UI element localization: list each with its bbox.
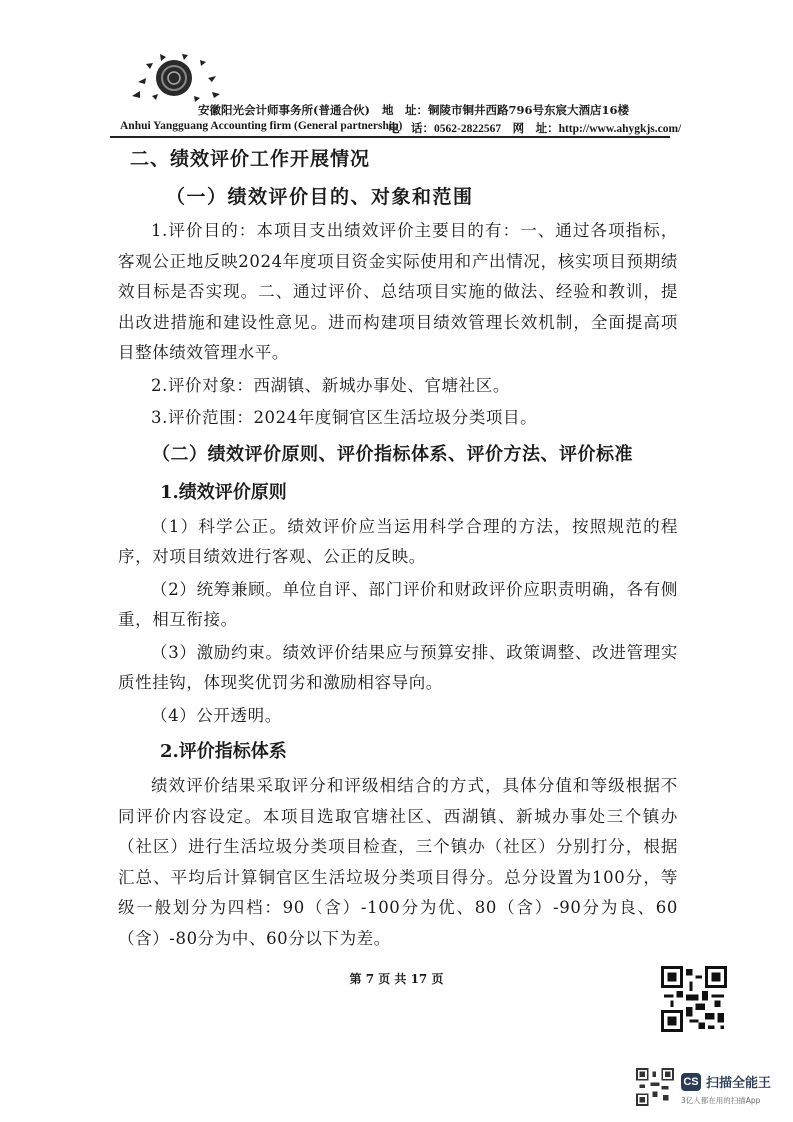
document-body xyxy=(118,140,678,954)
scanner-app-name: 扫描全能王 xyxy=(706,1076,772,1091)
section-heading-2: 二、绩效评价工作开展情况 xyxy=(130,148,371,170)
heading-principles: 1.绩效评价原则 xyxy=(160,481,287,503)
paragraph-principle-4: （4）公开透明。 xyxy=(151,705,282,725)
paragraph-principle-1: （1）科学公正。绩效评价应当运用科学合理的方法，按照规范的程序，对项目绩效进行客观、公正的反映。 xyxy=(118,516,678,566)
page-number: 第 7 页 共 17 页 xyxy=(349,972,444,986)
letterhead xyxy=(110,50,682,135)
paragraph-principle-2: （2）统筹兼顾。单位自评、部门评价和财政评价应职责明确，各有侧重，相互衔接。 xyxy=(118,579,678,629)
header-divider xyxy=(110,136,670,138)
firm-contact: 电 话：0562-2822567 网 址：http://www.ahygkjs.com/ xyxy=(388,123,682,135)
qr-code-icon xyxy=(661,966,727,1032)
paragraph-scope: 3.评价范围：2024年度铜官区生活垃圾分类项目。 xyxy=(151,408,538,427)
paragraph-object: 2.评价对象：西湖镇、新城办事处、官塘社区。 xyxy=(151,375,510,395)
heading-index-system: 2.评价指标体系 xyxy=(160,741,287,762)
paragraph-purpose: 1.评价目的：本项目支出绩效评价主要目的有：一、通过各项指标，客观公正地反映2024年度项目资金实际使用和产出情况，核实项目预期绩效目标是否实现。二、通过评价、总结项目实施的做法、经验和教训，提出改进措施和建设性意见。进而构建项目绩效管理长效机制，全面提高项目整体绩效管理水平。 xyxy=(118,221,678,362)
scanner-app-tagline: 3亿人都在用的扫描App xyxy=(681,1096,761,1105)
firm-name-cn: 安徽阳光会计师事务所(普通合伙) xyxy=(198,103,370,117)
subsection-heading-purpose: （一）绩效评价目的、对象和范围 xyxy=(166,186,474,208)
camscanner-logo-icon: CS xyxy=(681,1073,701,1091)
firm-address: 地 址：铜陵市铜井西路796号东宸大酒店16楼 xyxy=(382,103,630,117)
firm-name-en: Anhui Yangguang Accounting firm (General partnership) xyxy=(120,120,403,132)
firm-logo-icon xyxy=(118,52,228,108)
paragraph-principle-3: （3）激励约束。绩效评价结果应与预算安排、政策调整、改进管理实质性挂钩，体现奖优罚劣和激励相容导向。 xyxy=(118,642,678,692)
paragraph-index-system: 绩效评价结果采取评分和评级相结合的方式，具体分值和等级根据不同评价内容设定。本项目选取官塘社区、西湖镇、新城办事处三个镇办（社区）进行生活垃圾分类项目检查，三个镇办（社区）分别打分，根据汇总、平均后计算铜官区生活垃圾分类项目得分。总分设置为100分，等级一般划分为四档：90（含）-100分为优、80（含）-90分为良、60（含）-80分为中、60分以下为差。 xyxy=(118,776,678,948)
scanner-qr-icon xyxy=(636,1068,674,1106)
subsection-heading-principles: （二）绩效评价原则、评价指标体系、评价方法、评价标准 xyxy=(152,443,633,465)
